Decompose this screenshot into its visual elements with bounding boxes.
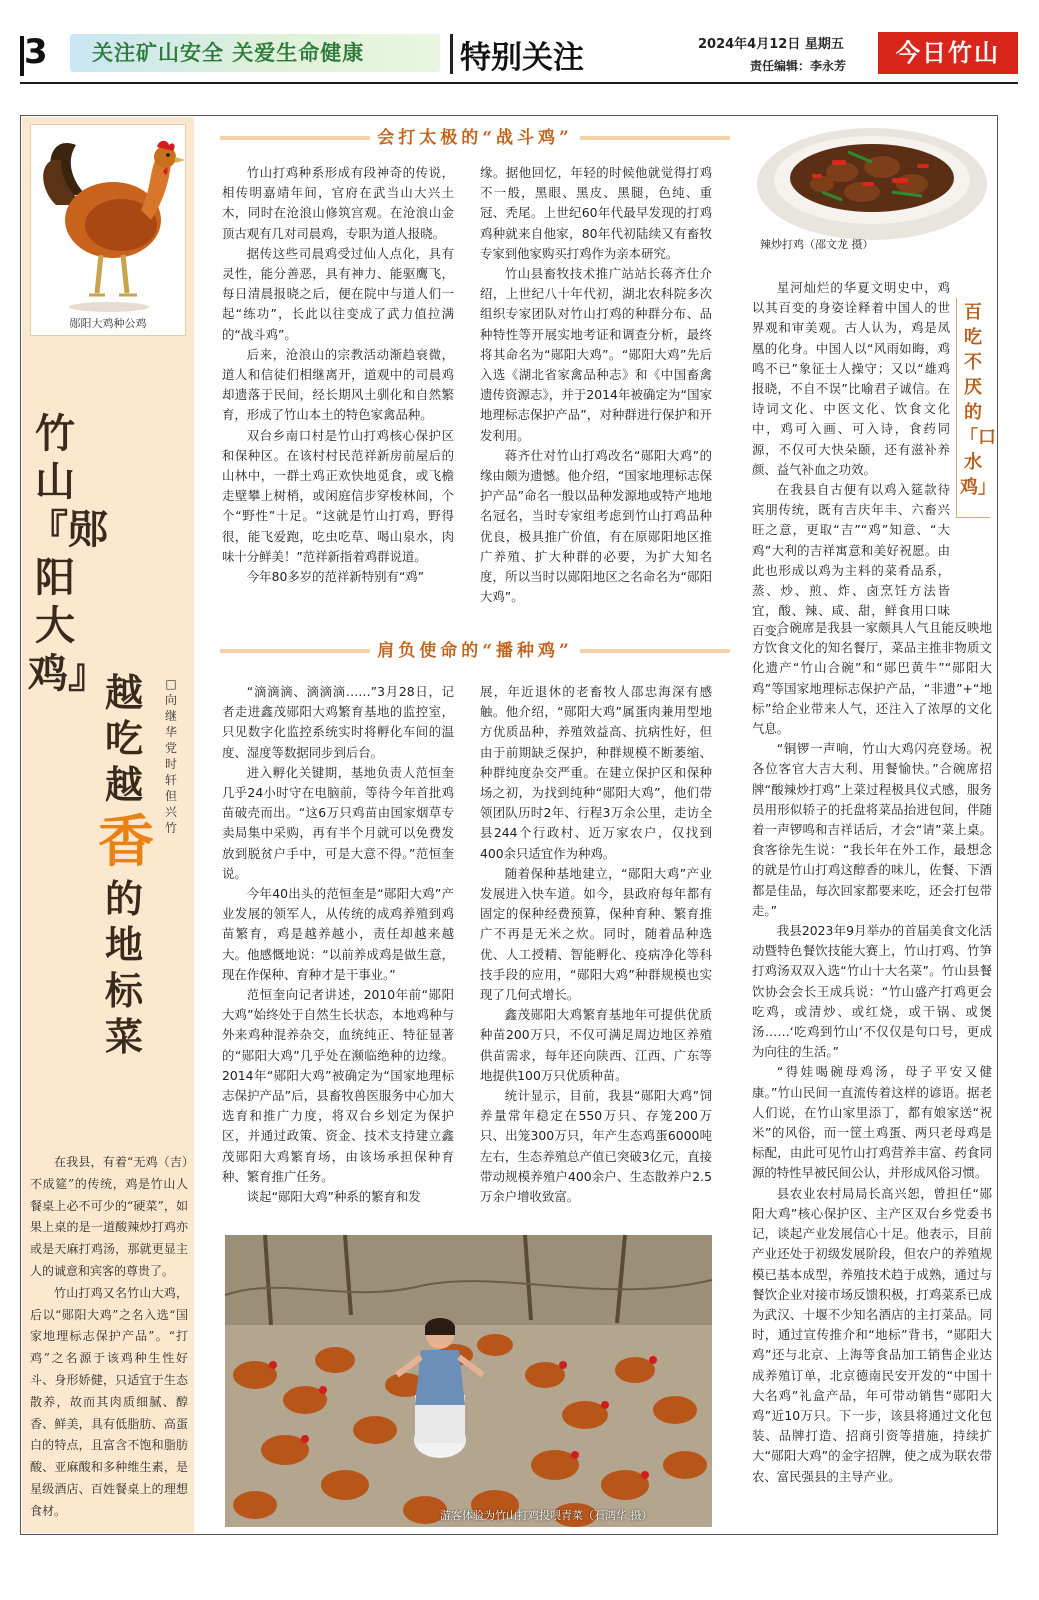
paragraph: 县农业农村局局长高兴恕，曾担任“郧阳大鸡”核心保护区、主产区双台乡党委书记，谈起产业发展信心十足。他表示，目前产业还处于初级发展阶段，但农户的养殖规模已基本成型，养殖技术趋于成熟，通过与餐饮企业对接市场反馈积极，打鸡菜系已成为武汉、十堰不少知名酒店的主打菜品。同时，通过宣传推介和“地标”背书，“郧阳大鸡”还与北京、上海等食品加工销售企业达成养殖订单，北京德南民安开发的“中国十大名鸡”礼盒产品，年可带动销售“郧阳大鸡”近10万只。下一步，该县将通过文化包装、品牌打造、招商引资等措施，持续扩大“郧阳大鸡”的金字招牌，使之成为联农带农、富民强县的主导产业。 bbox=[752, 1185, 992, 1484]
masthead-rule bbox=[20, 82, 1018, 84]
headline-sub-part2: 的地标菜 bbox=[104, 876, 143, 1059]
paragraph: 鑫茂郧阳大鸡繁育基地年可提供优质种苗200万只，不仅可满足周边地区养殖供苗需求，每年还向陕西、江西、广东等地提供100万只优质种苗。 bbox=[480, 1007, 712, 1083]
section-heading-2 bbox=[210, 636, 740, 666]
divider bbox=[450, 34, 453, 74]
section-heading-3: 百吃不厌的「口水鸡」 bbox=[960, 302, 996, 498]
chicken-farm-illustration bbox=[225, 1235, 712, 1527]
section3-column-top bbox=[752, 278, 950, 639]
rooster-photo bbox=[30, 124, 186, 336]
paragraph: 后来，沧浪山的宗教活动渐趋衰微，道人和信徒们相继离开，道观中的司晨鸡却遗落于民间，经长期风土驯化和自然繁育，形成了竹山本土的特色家禽品种。 bbox=[222, 346, 454, 423]
headline-main: 竹山『郧阳大鸡』 bbox=[28, 410, 108, 697]
section2-column-2 bbox=[480, 682, 712, 1212]
farm-photo bbox=[225, 1235, 712, 1527]
page-number: 3 bbox=[24, 32, 48, 72]
intro-text bbox=[30, 1152, 188, 1523]
paragraph: 缘。据他回忆，年轻的时候他就觉得打鸡不一般，黑眼、黑皮、黑腿，色纯、重冠、秃尾。上世纪60年代最早发现的打鸡鸡种就来自他家，80年代初陆续又有畜牧专家到他家购买打鸡作为亲本研究。 bbox=[480, 165, 712, 261]
paragraph: 竹山县畜牧技术推广站站长蒋齐仕介绍，上世纪八十年代初，湖北农科院多次组织专家团队对竹山打鸡的种群分布、品种特性等开展实地考证和调查分析，最终将其命名为“郧阳大鸡”。“郧阳大鸡”先后入选《湖北省家禽品种志》和《中国畜禽遗传资源志》，并于2014年被确定为“国家地理标志保护产品”，对种群进行保护和开发利用。 bbox=[480, 266, 712, 443]
heading-ornament bbox=[580, 649, 730, 653]
issue-date: 2024年4月12日 星期五 bbox=[698, 37, 844, 52]
farm-photo-caption: 游客体验为竹山打鸡投喂青菜（石鸿华 摄） bbox=[440, 1509, 653, 1522]
paragraph: 据传这些司晨鸡受过仙人点化，具有灵性，能分善恶，具有神力、能驱鹰飞，每日清晨报晓之后，便在院中与道人们一起“练功”，长此以往变成了武力值拉满的“战斗鸡”。 bbox=[222, 245, 454, 342]
paragraph: 竹山打鸡种系形成有段神奇的传说，相传明嘉靖年间，官府在武当山大兴土木，同时在沧浪山修筑宫观。在沧浪山金顶古观有几对司晨鸡，专职为道人报晓。 bbox=[222, 165, 454, 241]
section-heading-1-text: 会打太极的“战斗鸡” bbox=[377, 128, 573, 148]
paragraph: “滴滴滴、滴滴滴……”3月28日，记者走进鑫茂郧阳大鸡繁育基地的监控室，只见数字化监控系统实时将孵化车间的温度、湿度等数据同步到后台。 bbox=[222, 684, 454, 760]
section1-column-1 bbox=[222, 163, 454, 621]
editor-credit: 责任编辑：李永芳 bbox=[750, 59, 847, 73]
byline: □ 向继华 党时轩 但兴竹 bbox=[164, 677, 177, 835]
paragraph: 随着保种基地建立，“郧阳大鸡”产业发展进入快车道。如今，县政府每年都有固定的保种经费预算，保种育种、繁育推广不再是无米之炊。同时，随着品种选优、人工授精、智能孵化、疫病净化等科技手段的应用，“郧阳大鸡”种群规模也实现了几何式增长。 bbox=[480, 865, 712, 1003]
paragraph: 我县2023年9月举办的首届美食文化活动暨特色餐饮技能大赛上，竹山打鸡、竹笋打鸡汤双双入选“竹山十大名菜”。竹山县餐饮协会会长王成兵说：“竹山盛产打鸡更会吃鸡，或清炒、或红烧，或干锅、或煲汤……‘吃鸡到竹山’不仅仅是句口号，更成为向往的生活。” bbox=[752, 923, 992, 1060]
headline-sub-part1: 越吃越 bbox=[104, 670, 143, 807]
heading-ornament bbox=[580, 136, 730, 140]
rooster-photo-caption: 郧阳大鸡种公鸡 bbox=[69, 317, 147, 330]
intro-paragraph: 在我县，有着“无鸡（吉）不成筵”的传统，鸡是竹山人餐桌上必不可少的“硬菜”，如果上桌的是一道酸辣炒打鸡亦或是天麻打鸡汤，那就更显主人的诚意和宾客的尊贵了。 bbox=[30, 1155, 188, 1278]
paragraph: 谈起“郧阳大鸡”种系的繁育和发 bbox=[246, 1189, 421, 1205]
section-heading-2-text: 肩负使命的“播种鸡” bbox=[377, 641, 573, 661]
section-title: 特别关注 bbox=[460, 40, 584, 76]
paragraph: 进入孵化关键期，基地负责人范恒奎几乎24小时守在电脑前，等待今年首批鸡苗破壳而出。“这6万只鸡苗由国家烟草专卖局集中采购，再有半个月就可以免费发放到脱贫户手中，可是大意不得。”范恒奎说。 bbox=[222, 764, 454, 881]
section1-column-2 bbox=[480, 163, 712, 621]
heading-ornament bbox=[220, 649, 370, 653]
paragraph: “得娃喝碗母鸡汤，母子平安又健康。”竹山民间一直流传着这样的谚语。据老人们说，在竹山家里添丁，都有娘家送“祝米”的风俗，而一筐土鸡蛋、两只老母鸡是标配，由此可见竹山打鸡营养丰富、药食同源的特性早被民间公认，并形成风俗习惯。 bbox=[752, 1064, 992, 1181]
paragraph: 展，年近退休的老畜牧人邵忠海深有感触。他介绍，“郧阳大鸡”属蛋肉兼用型地方优质品种，养殖效益高、抗病性好，但由于前期缺乏保护，种群规模不断萎缩、种群纯度杂交严重。在建立保护区和保种场之初，为找到纯种“郧阳大鸡”，他们带领团队历时2年、行程3万余公里，走访全县244个行政村、近万家农户，仅找到400余只适宜作为种鸡。 bbox=[480, 684, 712, 861]
paragraph: 统计显示，目前，我县“郧阳大鸡”饲养量常年稳定在550万只、存笼200万只、出笼300万只，年产生态鸡蛋6000吨左右，生态养殖总产值已突破3亿元，直接带动规模养殖户400余户、生态散养户2.5万余户增收致富。 bbox=[480, 1088, 712, 1205]
paragraph: 合碗席是我县一家颇具人气且能反映地方饮食文化的知名餐厅，菜品主推非物质文化遗产“竹山合碗”和“郧巴黄牛”“郧阳大鸡”等国家地理标志保护产品，“非遗”+“地标”给企业带来人气，还注入了浓厚的文化气息。 bbox=[752, 620, 992, 737]
newspaper-logo: 今日竹山 bbox=[878, 32, 1018, 74]
masthead bbox=[20, 30, 1018, 80]
rooster-illustration bbox=[31, 125, 187, 315]
section-heading-1 bbox=[210, 123, 740, 153]
paragraph: 范恒奎向记者讲述，2010年前“郧阳大鸡”始终处于自然生长状态，本地鸡种与外来鸡种混养杂交，血统纯正、特征显著的“郧阳大鸡”几乎处在濒临绝种的边缘。2014年“郧阳大鸡”被确定为“国家地理标志保护产品”后，县畜牧兽医服务中心加大选育和推广力度，将双台乡划定为保护区，并通过政策、资金、技术支持建立鑫茂郧阳大鸡繁育场，由该场承担保种育种、繁育推广任务。 bbox=[222, 987, 454, 1184]
dish-photo-caption: 辣炒打鸡（邵文龙 摄） bbox=[760, 238, 874, 251]
paragraph: “铜锣一声响，竹山大鸡闪亮登场。祝各位客官大吉大利、用餐愉快。”合碗席招牌“酸辣炒打鸡”上菜过程极具仪式感，服务员用形似轿子的托盘将菜品抬进包间，伴随着一声锣鸣和吉祥话后，才会“请”菜上桌。食客徐先生说：“我长年在外工作，最想念的就是竹山打鸡这醇香的味儿，佐餐、下酒都是佳品，每次回家都要来吃，还会打包带走。” bbox=[752, 741, 992, 918]
paragraph: 星河灿烂的华夏文明史中，鸡以其百变的身姿诠释着中国人的世界观和审美观。古人认为，鸡是凤凰的化身。中国人以“风雨如晦，鸡鸣不已”象征士人操守；又以“雄鸡报晓，不自不误”比喻君子诚信。在诗词文化、中医文化、饮食文化中，鸡可入画、可入诗，食药同源，不仅可大快朵颐，还有滋补养颜、益气补血之功效。 bbox=[752, 280, 950, 477]
headline-highlight: 香 bbox=[98, 809, 154, 875]
paragraph: 双台乡南口村是竹山打鸡核心保护区和保种区。在该村村民范祥新房前屋后的山林中，一群土鸡正欢快地觅食，或飞檐走壁攀上树梢，或闲庭信步穿梭林间，个个“野性”十足。“这就是竹山打鸡，野得很，能飞爱跑，吃虫吃草、喝山泉水，肉味十分鲜美！”范祥新指着鸡群说道。 bbox=[222, 427, 454, 564]
section3-column-main bbox=[752, 618, 992, 1530]
headline-sub bbox=[98, 670, 154, 1060]
paragraph: 在我县自古便有以鸡入筵款待宾朋传统，既有吉庆年丰、六畜兴旺之意，更取“吉”“鸡”知意、“大鸡”大利的吉祥寓意和美好祝愿。由此也形成以鸡为主料的菜肴品系，蒸、炒、煎、炸、卤烹饪方法皆宜，酸、辣、咸、甜，鲜食用口味百变。 bbox=[752, 482, 950, 639]
paragraph: 蒋齐仕对竹山打鸡改名“郧阳大鸡”的缘由颇为遗憾。他介绍，“国家地理标志保护产品”命名一般以品种发源地或特产地地名冠名，当时专家组考虑到竹山打鸡品种优良，极具推广价值，有在原郧阳地区推广养殖、扩大种群的必要，为扩大知名度，所以当时以郧阳地区之名命名为“郧阳大鸡”。 bbox=[480, 447, 712, 605]
paragraph: 今年40出头的范恒奎是“郧阳大鸡”产业发展的领军人，从传统的成鸡养殖到鸡苗繁育，鸡是越养越小，责任却越来越大。他感慨地说：“以前养成鸡是做生意，现在作保种、育种才是干事业。” bbox=[222, 886, 454, 982]
safety-slogan-banner: 关注矿山安全 关爱生命健康 bbox=[70, 34, 440, 72]
intro-paragraph: 竹山打鸡又名竹山大鸡，后以“郧阳大鸡”之名入选“国家地理标志保护产品”。“打鸡”之名源于该鸡种生性好斗、身形娇健，只适宜于生态散养，故而其肉质细腻、醇香、鲜美，具有低脂肪、高蛋白的特点，且富含不饱和脂肪酸、亚麻酸和多种维生素，是星级酒店、百姓餐桌上的理想食材。 bbox=[30, 1285, 188, 1518]
heading-ornament bbox=[220, 136, 370, 140]
section2-column-1 bbox=[222, 682, 454, 1212]
paragraph: 今年80多岁的范祥新特别有“鸡” bbox=[246, 569, 425, 585]
